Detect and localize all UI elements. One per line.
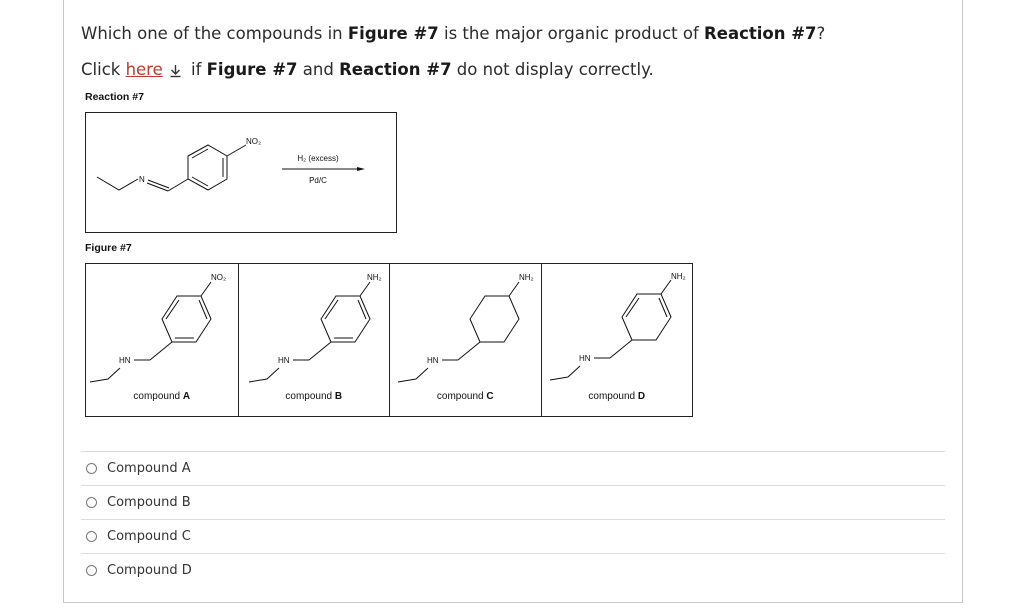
option-label[interactable]: Compound C (107, 529, 191, 544)
option-compound-b[interactable] (81, 485, 945, 519)
help-suffix: do not display correctly. (451, 60, 654, 79)
radio-button[interactable] (86, 531, 97, 542)
option-label[interactable]: Compound D (107, 563, 192, 578)
compound-b-cell (238, 264, 390, 416)
compound-b-caption-letter: B (334, 391, 343, 402)
option-compound-a[interactable] (81, 451, 945, 485)
question-text (81, 24, 825, 43)
reactant-group-label: NO₂ (246, 137, 262, 146)
question-middle: is the major organic product of (438, 24, 705, 43)
help-line (81, 60, 654, 82)
compound-a-cell (86, 264, 238, 416)
compound-c-caption-prefix: compound (436, 391, 487, 402)
question-prefix: Which one of the compounds in (81, 24, 348, 43)
compound-a-caption-letter: A (182, 391, 191, 402)
reagent-bottom: Pd/C (309, 176, 327, 185)
question-reaction-ref: Reaction #7 (704, 24, 817, 43)
help-reaction-ref: Reaction #7 (339, 60, 452, 79)
compound-d-cell (541, 264, 693, 416)
help-and-text: and (297, 60, 340, 79)
reaction-svg (86, 113, 398, 234)
compound-d-caption-prefix: compound (588, 391, 638, 402)
compound-b-caption-prefix: compound (285, 391, 335, 402)
answer-options (81, 451, 945, 587)
compound-a-amine: HN (119, 356, 131, 365)
compound-a-group: NO₂ (211, 273, 227, 282)
compound-c-caption-letter: C (486, 391, 494, 402)
help-click-text: Click (81, 60, 126, 79)
compound-d-group: NH₂ (670, 272, 686, 281)
radio-button[interactable] (86, 497, 97, 508)
question-suffix: ? (816, 24, 826, 43)
figure-label: Figure #7 (85, 242, 132, 254)
radio-button[interactable] (86, 565, 97, 576)
option-label[interactable]: Compound A (107, 461, 191, 476)
question-figure-ref: Figure #7 (347, 24, 439, 43)
compound-c-amine: HN (427, 356, 439, 365)
compound-c-caption (390, 391, 541, 402)
reagent-top: H₂ (excess) (297, 154, 339, 163)
compound-d-caption-letter: D (637, 391, 646, 402)
help-if-text: if (185, 60, 207, 79)
radio-button[interactable] (86, 463, 97, 474)
help-figure-ref: Figure #7 (206, 60, 298, 79)
compound-c-cell (389, 264, 541, 416)
compound-a-caption-prefix: compound (133, 391, 183, 402)
compound-b-amine: HN (277, 356, 290, 365)
reactant-n-label: N (139, 175, 145, 184)
compound-c-group: NH₂ (519, 273, 534, 282)
reaction-diagram (85, 112, 397, 233)
option-label[interactable]: Compound B (107, 495, 191, 510)
option-compound-d[interactable] (81, 553, 945, 587)
option-compound-c[interactable] (81, 519, 945, 553)
compound-b-group: NH₂ (366, 273, 382, 282)
compound-b-caption (239, 391, 390, 402)
compound-d-caption (542, 391, 693, 402)
compound-d-amine: HN (578, 354, 591, 363)
download-icon[interactable] (169, 63, 182, 82)
compound-a-caption (86, 391, 238, 402)
reaction-label: Reaction #7 (85, 91, 144, 103)
figure-compounds (85, 263, 693, 417)
here-link[interactable]: here (125, 60, 163, 79)
